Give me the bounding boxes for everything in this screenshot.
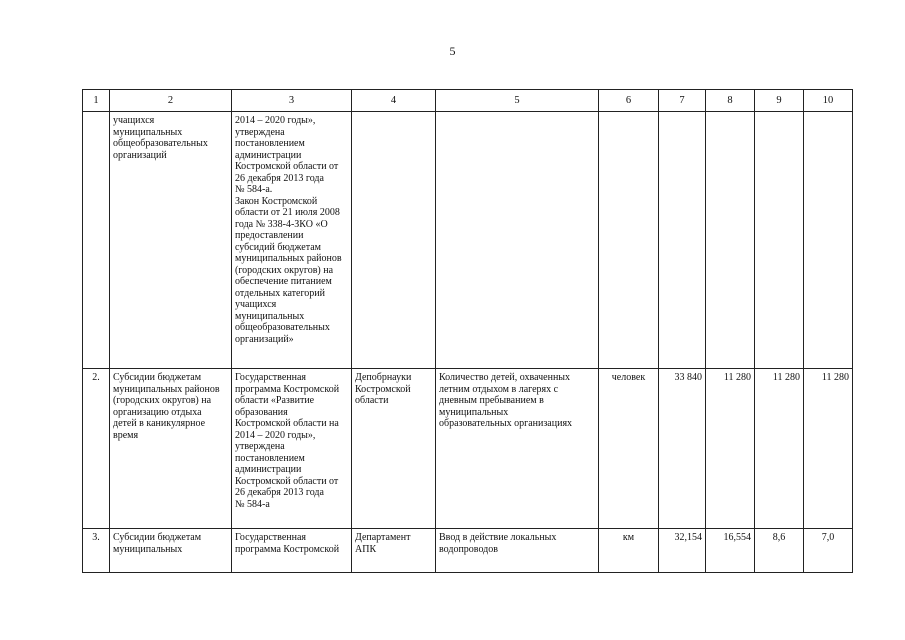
value-cell [706,112,755,369]
executor-cell: Департамент АПК [355,532,411,555]
table-row [83,112,853,369]
indicator-cell: Ввод в действие локальных водопроводов [439,532,557,555]
program-cell: 2014 – 2020 годы», утверждена постановлением администрации Костромской области от 26 декабря 2013 года № 584-а. [235,115,339,195]
header-row [83,90,853,112]
value-cell: 11 280 [706,369,755,529]
column-header: 10 [804,90,853,112]
value-cell [804,112,853,369]
value-cell: 11 280 [804,369,853,529]
executor-cell: Депобрнауки Костромской области [355,372,412,406]
column-header: 8 [706,90,755,112]
value-cell: 8,6 [755,529,804,573]
column-header: 1 [83,90,110,112]
indicator-cell [436,112,599,369]
table-row [83,529,853,573]
program-cell: Государственная программа Костромской [235,532,340,555]
recipient-cell: учащихся муниципальных общеобразовательных организаций [113,115,208,161]
column-header: 7 [659,90,706,112]
value-cell: 33 840 [659,369,706,529]
column-header: 4 [352,90,436,112]
unit-cell: человек [599,369,659,529]
column-header: 9 [755,90,804,112]
row-number [83,112,110,369]
table-row [83,369,853,529]
column-header: 6 [599,90,659,112]
column-header: 3 [232,90,352,112]
data-table [82,89,853,573]
recipient-cell: Субсидии бюджетам муниципальных районов (городских округов) на организацию отдыха детей в каникулярное время [113,372,220,441]
program-cell-extra: Закон Костромской области от 21 июля 2008 года № 338-4-ЗКО «О предоставлении субсидий бюджетам муниципальных районов (городских округов) на обеспечение питанием отдельных категорий учащихся муниципальных общеобразовательных организаций» [235,195,342,345]
value-cell: 32,154 [659,529,706,573]
program-cell: Государственная программа Костромской области «Развитие образования Костромской области на 2014 – 2020 годы», утверждена постановлением администрации Костромской области от 26 декабря 2013 года № 584-а [235,372,340,510]
page-number: 5 [449,44,456,58]
column-header: 5 [436,90,599,112]
executor-cell [352,112,436,369]
value-cell: 11 280 [755,369,804,529]
value-cell [755,112,804,369]
indicator-cell: Количество детей, охваченных летним отдыхом в лагерях с дневным пребыванием в муниципальных образовательных организациях [439,372,573,429]
unit-cell: км [599,529,659,573]
value-cell: 7,0 [804,529,853,573]
row-number: 2. [83,369,110,529]
unit-cell [599,112,659,369]
value-cell [659,112,706,369]
row-number: 3. [83,529,110,573]
column-header: 2 [110,90,232,112]
recipient-cell: Субсидии бюджетам муниципальных [113,532,202,555]
value-cell: 16,554 [706,529,755,573]
